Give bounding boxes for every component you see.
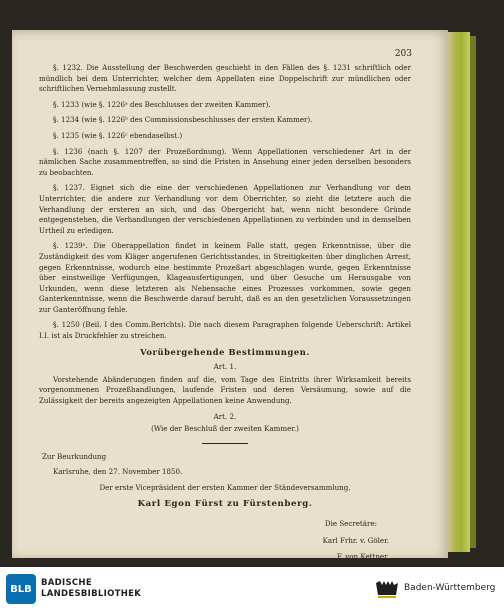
article-1-text: Vorstehende Abänderungen finden auf die, vom Tage des Eintritts ihrer Wirksamkeit bereits vorgenommenen Prozeßhandlungen, laufende Fristen und deren Versäumung, sowie auf die Zulässigkeit der bereits angezeigten Appellationen keine Anwendung. [39,374,411,406]
section-heading: Vorübergehende Bestimmungen. [140,346,310,357]
certification-line: Zur Beurkundung [42,451,107,461]
paragraph-1236: §. 1236 (nach §. 1207 der Prozeßordnung). Wenn Appellationen verschiedener Art in der nämlichen Sache zusammentreffen, so sind die Fristen in Ansehung einer jeden derselben besonders zu beobachten. [39,146,411,177]
book-edge [448,32,470,552]
secretary-2: F. von Kettner. [336,552,389,562]
document-page [12,30,448,562]
state-name[interactable]: Baden-Württemberg [404,583,496,593]
divider-rule [202,443,248,444]
paragraph-1234: §. 1234 (wie §. 1226ᵇ des Commissionsbeschlusses der ersten Kammer). [53,115,313,125]
article-1-label: Art. 1. [213,362,237,372]
paragraph-1233: §. 1233 (wie §. 1226ᵃ des Beschlusses der zweiten Kammer). [53,99,271,109]
page-number: 203 [394,49,412,59]
article-2-label: Art. 2. [213,411,237,421]
secretary-1: Karl Frhr. v. Göler. [322,535,389,545]
footer-bar [0,567,504,611]
paragraph-1235: §. 1235 (wie §. 1226ᶜ ebendaselbst.) [53,130,183,140]
signer-name: Karl Egon Fürst zu Fürstenberg. [137,498,313,509]
place-date-line: Karlsruhe, den 27. November 1850. [53,467,183,477]
vice-president-line: Der erste Vicepräsident der ersten Kammer der Ständeversammlung, [99,483,351,492]
book-edge-shadow [470,36,476,548]
library-name[interactable] [41,578,141,600]
secretaries-label: Die Secretäre: [324,519,377,529]
article-2-text: (Wie der Beschluß der zweiten Kammer.) [151,424,299,434]
page-body [39,63,411,569]
library-name-line-1: BADISCHE [41,578,92,588]
blb-logo[interactable]: BLB [6,574,36,604]
library-name-line-2: LANDESBIBLIOTHEK [41,589,142,599]
state-emblem-icon [374,579,400,599]
paragraph-1250: §. 1250 (Beil. I des Comm.Berichts). Die nach diesem Paragraphen folgende Ueberschrift: Artikel I.I. ist als Druckfehler zu streichen. [39,320,411,341]
paragraph-1232: §. 1232. Die Ausstellung der Beschwerden geschieht in den Fällen des §. 1231 schriftlich oder mündlich bei dem Unterrichter, welcher dem Appellaten eine Doppelschrift zur mündlichen oder schriftlichen Vernehmlassung zustellt. [39,63,411,94]
paragraph-1237: §. 1237. Eignet sich die eine der verschiedenen Appellationen zur Verhandlung vor dem Unterrichter, die andere zur Verhandlung vor dem Oberrichter, so zieht die letztere auch die Verhandlung der ersteren an sich, und das Obergericht hat, wenn nicht besondere Gründe entgegenstehen, die Verhandlungen der verschiedenen Appellationen zu verbinden und in demselben Urtheil zu erledigen. [39,183,411,235]
paragraph-1239a: §. 1239ᵃ. Die Oberappellation findet in keinem Falle statt, gegen Erkenntnisse, über die Zuständigkeit des vom Kläger angerufenen Gerichtsstandes, in Streitigkeiten über dinglichen Arrest, gegen Erkenntnisse, wodurch eine bestimmte Prozeßart abgeschlagen wurde, gegen Erkenntnisse über einstweilige Verfügungen, Klageausfertigungen, und über Gesuche um Herausgabe von Urkunden, wenn diese letzteren als Nebensache eines Prozesses vorkommen, sowie gegen Ganterkenntnisse, wenn die Beschwerde darauf beruht, daß es an den gesetzlichen Voraussetzungen zur Ganteröffnung fehle. [39,241,411,314]
